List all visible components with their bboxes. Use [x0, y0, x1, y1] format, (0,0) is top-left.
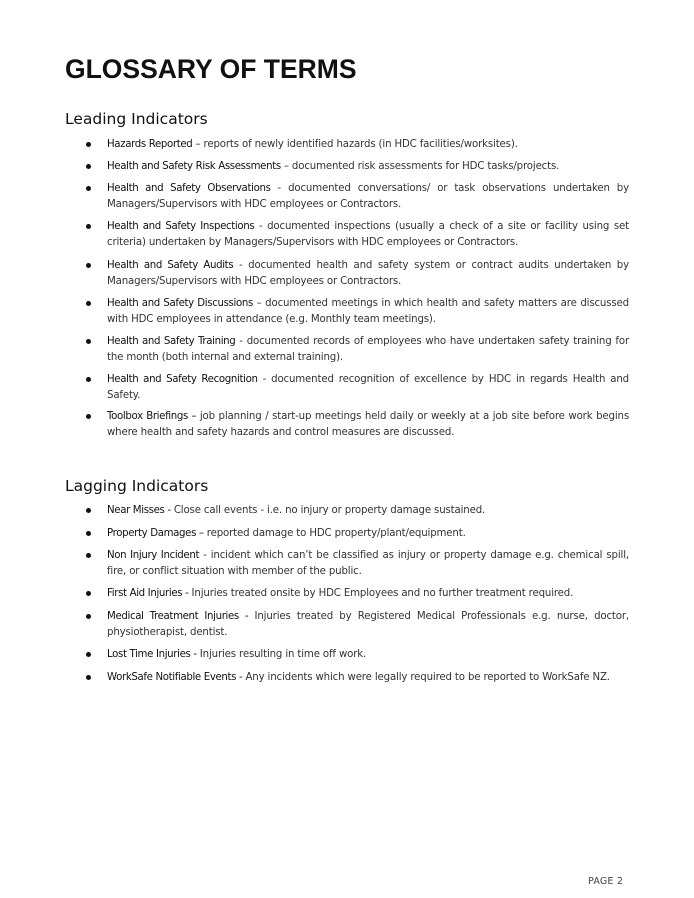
bullet-icon: [86, 652, 91, 657]
list-item-text: [107, 548, 629, 580]
bullet-icon: [86, 675, 91, 680]
term-definition: - documented conversations/ or task observations undertaken by Managers/Supervisors with HDC employees or Contractors.: [107, 183, 629, 210]
list-item-text: [107, 609, 629, 641]
list-item-text: [107, 334, 629, 366]
term-definition: - documented health and safety system or contract audits undertaken by Managers/Supervisors with HDC employees or Contractors.: [107, 260, 629, 287]
term-label: Health and Safety Inspections: [107, 221, 255, 232]
bullet-icon: [86, 531, 91, 536]
term-label: Hazards Reported: [107, 139, 193, 150]
term-label: Lost Time Injuries -: [107, 649, 197, 660]
list-item-text: [107, 159, 629, 175]
term-label: Health and Safety Training: [107, 336, 236, 347]
bullet-icon: [86, 377, 91, 382]
bullet-icon: [86, 414, 91, 419]
list-item-text: [107, 181, 629, 213]
term-definition: - documented recognition of excellence by HDC in regards Health and Safety.: [107, 374, 629, 401]
bullet-icon: [86, 224, 91, 229]
list-item-text: [107, 586, 629, 602]
bullet-icon: [86, 508, 91, 513]
list-item-text: [107, 526, 629, 542]
term-label: Near Misses -: [107, 505, 171, 516]
list-item-text: [107, 647, 629, 663]
term-definition: - incident which can’t be classified as injury or property damage e.g. chemical spill, fire, or conflict situation with member of the public.: [107, 550, 629, 577]
term-definition: Close call events - i.e. no injury or property damage sustained.: [170, 505, 486, 516]
list-item-text: [107, 258, 629, 290]
list-item-text: [107, 670, 629, 686]
bullet-icon: [86, 614, 91, 619]
bullet-icon: [86, 164, 91, 169]
bullet-icon: [86, 263, 91, 268]
leading-indicators-heading: Leading Indicators: [65, 110, 208, 128]
list-item-text: [107, 137, 629, 153]
list-item-text: [107, 219, 629, 251]
bullet-icon: [86, 301, 91, 306]
term-definition: - documented records of employees who have undertaken safety training for the month (both internal and external training).: [107, 336, 629, 363]
bullet-icon: [86, 142, 91, 147]
list-item-text: [107, 372, 629, 404]
page-title: GLOSSARY OF TERMS: [65, 54, 357, 84]
list-item-text: [107, 409, 629, 441]
term-label: First Aid Injuries -: [107, 588, 189, 599]
term-definition: job planning / start-up meetings held daily or weekly at a job site before work begins where health and safety hazards and control measures are discussed.: [107, 411, 630, 438]
list-item-text: [107, 296, 629, 328]
term-definition: Injuries treated by Registered Medical Professionals e.g. nurse, doctor, physiotherapist, dentist.: [107, 611, 629, 638]
term-label: Medical Treatment Injuries -: [107, 611, 249, 622]
term-label: Toolbox Briefings –: [107, 411, 197, 422]
lagging-indicators-heading: Lagging Indicators: [65, 477, 209, 495]
list-item-text: [107, 503, 629, 519]
term-definition: Injuries treated onsite by HDC Employees and no further treatment required.: [188, 588, 574, 599]
term-definition: reported damage to HDC property/plant/equipment.: [203, 528, 466, 539]
term-label: Non Injury Incident: [107, 550, 200, 561]
term-definition: - documented inspections (usually a check of a site or facility using set criteria) undertaken by Managers/Supervisors with HDC employees or Contractors.: [107, 221, 629, 248]
term-definition: – documented meetings in which health and safety matters are discussed with HDC employees in attendance (e.g. Monthly team meetings).: [107, 298, 629, 325]
term-label: Health and Safety Discussions: [107, 298, 253, 309]
bullet-icon: [86, 553, 91, 558]
term-label: WorkSafe Notifiable Events -: [107, 672, 243, 683]
bullet-icon: [86, 591, 91, 596]
term-label: Health and Safety Observations: [107, 183, 271, 194]
bullet-icon: [86, 186, 91, 191]
term-definition: Any incidents which were legally required to be reported to WorkSafe NZ.: [242, 672, 610, 683]
term-label: Property Damages –: [107, 528, 204, 539]
page-number: PAGE 2: [588, 876, 624, 887]
term-definition: – reports of newly identified hazards (in HDC facilities/worksites).: [192, 139, 518, 150]
term-label: Health and Safety Risk Assessments: [107, 161, 281, 172]
term-label: Health and Safety Recognition: [107, 374, 258, 385]
term-label: Health and Safety Audits: [107, 260, 234, 271]
term-definition: – documented risk assessments for HDC tasks/projects.: [280, 161, 560, 172]
bullet-icon: [86, 339, 91, 344]
term-definition: Injuries resulting in time off work.: [196, 649, 367, 660]
